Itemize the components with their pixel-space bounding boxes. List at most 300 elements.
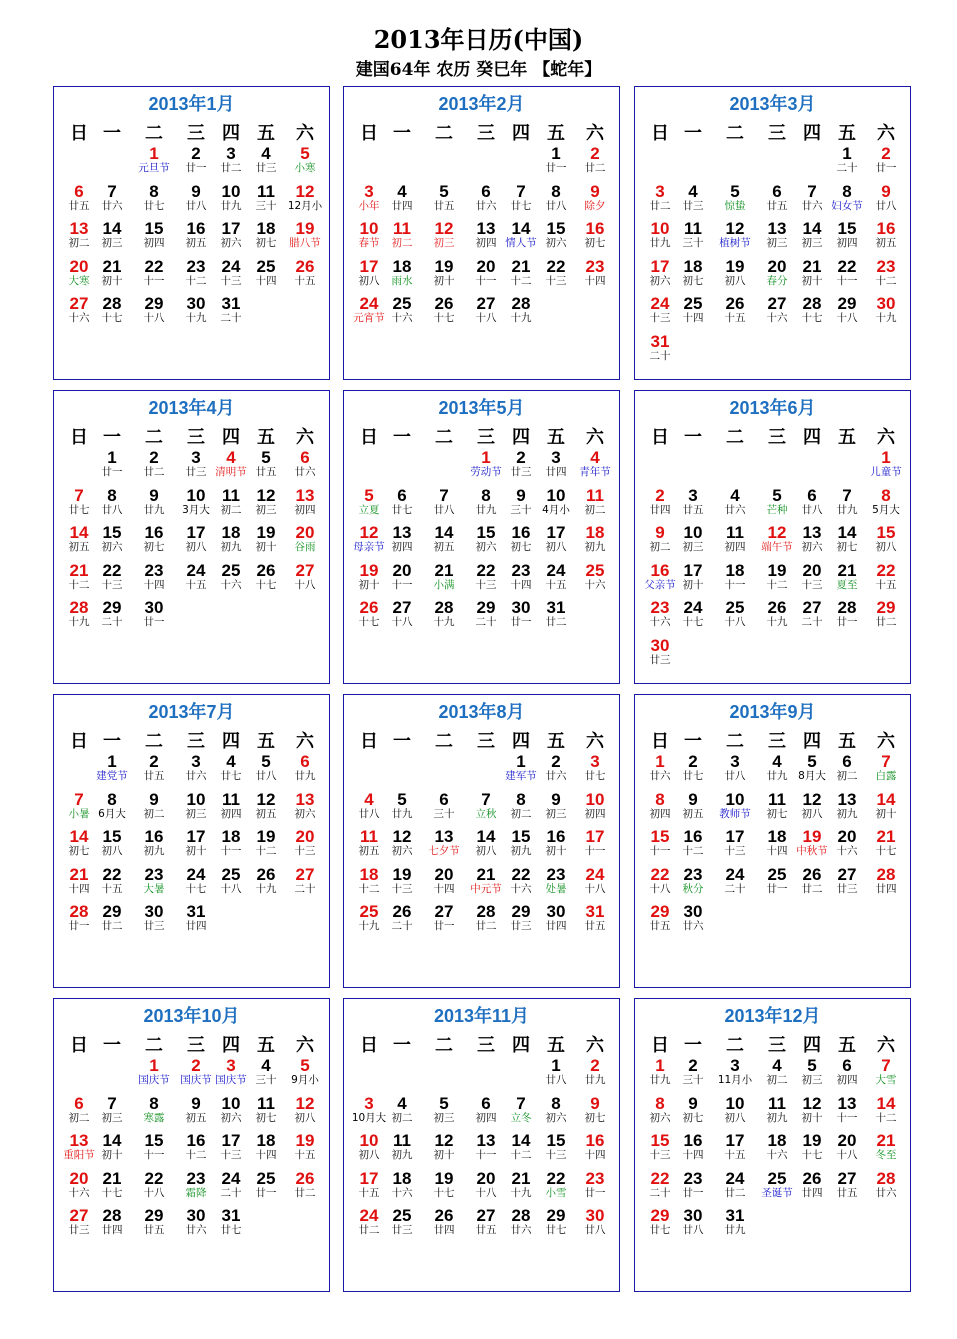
lunar-label: 十三	[475, 578, 497, 591]
lunar-label: 夏至	[836, 578, 858, 591]
lunar-label: 十六	[220, 578, 242, 591]
day-number: 13	[69, 1131, 89, 1150]
lunar-label: 十八	[475, 312, 497, 324]
lunar-label: 廿九	[649, 1074, 671, 1086]
day-number: 6	[481, 181, 491, 201]
weekday-header: 一	[103, 1035, 121, 1056]
lunar-label: 惊蛰	[724, 199, 746, 212]
lunar-label: 初七	[68, 845, 90, 857]
lunar-label: 二十	[391, 920, 413, 932]
lunar-label: 廿九	[584, 1074, 606, 1086]
day-number: 8	[842, 181, 852, 201]
day-number: 11	[222, 485, 240, 505]
lunar-label: 初六	[649, 1111, 671, 1124]
weekday-header: 一	[393, 731, 411, 752]
lunar-label: 初五	[682, 807, 704, 820]
day-number: 27	[802, 598, 822, 617]
lunar-label: 廿二	[294, 1186, 316, 1199]
day-number: 21	[876, 1131, 896, 1150]
lunar-label: 廿四	[649, 503, 671, 516]
lunar-label: 除夕	[584, 199, 606, 212]
lunar-label: 初二	[649, 541, 671, 553]
lunar-label: 初十	[185, 845, 207, 857]
day-number: 24	[359, 294, 379, 313]
lunar-label: 二十	[649, 349, 671, 362]
lunar-label: 大暑	[143, 882, 165, 895]
lunar-label: 初九	[510, 845, 532, 857]
day-number: 19	[767, 560, 787, 580]
lunar-label: 初七	[682, 274, 704, 287]
day-number: 22	[546, 1168, 566, 1188]
lunar-label: 廿七	[584, 770, 606, 782]
lunar-label: 初十	[545, 845, 567, 857]
lunar-label: 初十	[433, 274, 455, 287]
lunar-label: 十九	[255, 882, 277, 895]
day-number: 7	[842, 485, 852, 505]
lunar-label: 初三	[255, 503, 277, 516]
lunar-label: 初五	[68, 541, 90, 553]
day-number: 30	[585, 1206, 605, 1225]
day-number: 31	[186, 902, 206, 921]
lunar-label: 初十	[101, 274, 123, 287]
day-number: 11	[586, 485, 604, 505]
day-number: 15	[650, 1131, 670, 1150]
lunar-label: 青年节	[579, 466, 611, 478]
lunar-label: 廿六	[649, 770, 671, 782]
month-title: 2013年5月	[438, 398, 525, 418]
day-number: 23	[683, 1168, 703, 1188]
lunar-label: 霜降	[185, 1186, 207, 1199]
lunar-label: 十三	[294, 845, 316, 857]
day-number: 19	[725, 256, 745, 276]
day-number: 21	[876, 827, 896, 846]
day-number: 17	[725, 827, 745, 846]
lunar-label: 廿三	[391, 1224, 413, 1236]
day-number: 8	[551, 181, 561, 201]
day-number: 16	[650, 560, 670, 580]
lunar-label: 十二	[185, 1149, 207, 1161]
day-number: 27	[837, 1168, 857, 1188]
day-number: 20	[476, 1168, 496, 1188]
day-number: 19	[802, 827, 822, 846]
day-number: 10	[546, 485, 566, 505]
day-number: 20	[837, 827, 857, 846]
day-number: 23	[144, 864, 164, 884]
day-number: 28	[876, 864, 896, 884]
day-number: 5	[397, 789, 407, 809]
lunar-label: 廿一	[101, 466, 123, 478]
lunar-label: 廿二	[724, 1186, 746, 1199]
lunar-label: 廿五	[143, 1224, 165, 1236]
month-panel	[53, 998, 330, 1292]
day-number: 28	[837, 598, 857, 617]
month-panel	[53, 694, 330, 988]
lunar-label: 三十	[682, 237, 704, 249]
weekday-header: 一	[684, 427, 702, 448]
lunar-label: 廿八	[801, 503, 823, 516]
lunar-label: 廿六	[510, 1224, 532, 1236]
lunar-label: 十一	[724, 578, 746, 591]
lunar-label: 廿一	[143, 616, 165, 628]
lunar-label: 十一	[391, 578, 413, 591]
day-number: 15	[650, 827, 670, 846]
day-number: 3	[551, 448, 561, 467]
day-number: 7	[481, 789, 491, 809]
day-number: 1	[655, 752, 665, 771]
day-number: 13	[837, 1093, 857, 1113]
lunar-label: 十二	[875, 1111, 897, 1124]
weekday-header: 日	[70, 731, 88, 752]
day-number: 27	[69, 294, 89, 313]
day-number: 23	[585, 1168, 605, 1188]
weekday-header: 五	[257, 427, 275, 448]
lunar-label: 初八	[801, 807, 823, 820]
lunar-label: 十九	[510, 312, 532, 324]
lunar-label: 十三	[649, 312, 671, 324]
lunar-label: 妇女节	[831, 199, 863, 212]
lunar-label: 初二	[391, 237, 413, 249]
lunar-label: 初三	[185, 807, 207, 820]
day-number: 8	[107, 789, 117, 809]
day-number: 28	[69, 902, 89, 921]
lunar-label: 立秋	[475, 807, 497, 820]
day-number: 16	[683, 827, 703, 846]
day-number: 29	[102, 598, 122, 617]
lunar-label: 十六	[766, 1149, 788, 1161]
lunar-label: 二十	[801, 616, 823, 628]
day-number: 26	[802, 864, 822, 884]
day-number: 20	[69, 1168, 89, 1188]
day-number: 28	[476, 902, 496, 921]
lunar-label: 十六	[68, 1186, 90, 1199]
weekday-header: 二	[726, 731, 744, 752]
day-number: 25	[392, 294, 412, 313]
lunar-label: 十四	[584, 1149, 606, 1161]
lunar-label: 小雪	[545, 1186, 567, 1199]
lunar-label: 廿八	[545, 1074, 567, 1086]
lunar-label: 廿二	[143, 466, 165, 478]
lunar-label: 初五	[358, 845, 380, 857]
lunar-label: 十九	[185, 312, 207, 324]
day-number: 29	[511, 902, 531, 921]
lunar-label: 母亲节	[353, 541, 385, 553]
lunar-label: 廿八	[875, 199, 897, 212]
weekday-header: 五	[838, 731, 856, 752]
day-number: 26	[256, 560, 276, 580]
lunar-label: 初三	[545, 807, 567, 820]
lunar-label: 初二	[836, 770, 858, 782]
lunar-label: 廿二	[584, 162, 606, 174]
month-title: 2013年12月	[724, 1006, 821, 1026]
day-number: 11	[393, 219, 411, 238]
day-number: 6	[842, 752, 852, 771]
day-number: 9	[688, 789, 698, 809]
weekday-header: 六	[586, 123, 604, 144]
lunar-label: 廿八	[724, 770, 746, 782]
weekday-header: 五	[547, 731, 565, 752]
lunar-label: 初四	[475, 1111, 497, 1124]
lunar-label: 初八	[185, 541, 207, 553]
lunar-label: 初四	[836, 1074, 858, 1086]
lunar-label: 廿八	[255, 770, 277, 782]
lunar-label: 十四	[68, 882, 90, 895]
day-number: 1	[881, 448, 891, 467]
lunar-label: 春分	[766, 274, 788, 287]
lunar-label: 植树节	[719, 237, 751, 249]
day-number: 19	[392, 864, 412, 884]
day-number: 1	[149, 1056, 159, 1075]
day-number: 11	[768, 789, 786, 809]
day-number: 18	[221, 827, 241, 846]
day-number: 5	[730, 181, 740, 201]
lunar-label: 初六	[801, 541, 823, 553]
lunar-label: 初八	[101, 845, 123, 857]
weekday-header: 日	[360, 1035, 378, 1056]
month-title: 2013年2月	[438, 94, 525, 114]
day-number: 5	[807, 752, 817, 771]
lunar-label: 初三	[433, 237, 455, 249]
day-number: 3	[191, 752, 201, 771]
month-panel	[53, 86, 330, 380]
weekday-header: 一	[103, 427, 121, 448]
day-number: 23	[511, 560, 531, 580]
day-number: 1	[107, 752, 117, 771]
day-number: 21	[69, 864, 89, 884]
day-number: 10	[585, 789, 605, 809]
day-number: 14	[69, 523, 89, 542]
day-number: 6	[74, 1093, 84, 1113]
weekday-header: 四	[222, 731, 240, 752]
day-number: 20	[802, 560, 822, 580]
lunar-label: 廿六	[475, 199, 497, 212]
lunar-label: 初三	[101, 237, 123, 249]
lunar-label: 国庆节	[215, 1074, 247, 1086]
day-number: 29	[650, 1206, 670, 1225]
lunar-label: 廿八	[682, 1224, 704, 1236]
day-number: 5	[807, 1056, 817, 1075]
lunar-label: 初十	[358, 578, 380, 591]
day-number: 26	[392, 902, 412, 921]
lunar-label: 初六	[391, 845, 413, 857]
day-number: 9	[191, 1093, 201, 1113]
lunar-label: 初九	[836, 807, 858, 820]
lunar-label: 初八	[475, 845, 497, 857]
page-subtitle: 建国64年 农历 癸巳年 【蛇年】	[355, 60, 602, 80]
lunar-label: 初九	[584, 541, 606, 553]
lunar-label: 初四	[220, 807, 242, 820]
lunar-label: 6月大	[98, 807, 126, 820]
day-number: 9	[149, 789, 159, 809]
day-number: 25	[392, 1206, 412, 1225]
day-number: 7	[516, 1093, 526, 1113]
day-number: 7	[107, 1093, 117, 1113]
lunar-label: 廿一	[433, 920, 455, 932]
lunar-label: 十三	[220, 274, 242, 287]
weekday-header: 三	[477, 1035, 495, 1056]
day-number: 22	[102, 864, 122, 884]
weekday-header: 二	[145, 731, 163, 752]
lunar-label: 十二	[682, 845, 704, 857]
lunar-label: 十七	[255, 578, 277, 591]
day-number: 8	[149, 181, 159, 201]
day-number: 10	[650, 219, 670, 238]
day-number: 29	[837, 294, 857, 313]
weekday-header: 六	[296, 123, 314, 144]
lunar-label: 初四	[584, 807, 606, 820]
day-number: 11	[257, 181, 275, 201]
day-number: 14	[802, 219, 822, 238]
lunar-label: 十四	[255, 274, 277, 287]
weekday-header: 四	[512, 1035, 530, 1056]
lunar-label: 中秋节	[796, 845, 828, 857]
month-panel	[343, 998, 620, 1292]
weekday-header: 四	[512, 123, 530, 144]
day-number: 23	[546, 864, 566, 884]
lunar-label: 十八	[836, 1149, 858, 1161]
day-number: 15	[837, 219, 857, 238]
lunar-label: 廿八	[545, 199, 567, 212]
day-number: 4	[772, 1056, 782, 1075]
lunar-label: 十九	[766, 616, 788, 628]
weekday-header: 日	[651, 731, 669, 752]
day-number: 29	[650, 902, 670, 921]
lunar-label: 初六	[649, 274, 671, 287]
weekday-header: 四	[222, 1035, 240, 1056]
day-number: 22	[546, 256, 566, 276]
lunar-label: 初二	[766, 1074, 788, 1086]
day-number: 31	[650, 331, 670, 351]
day-number: 17	[546, 523, 566, 542]
lunar-label: 十五	[294, 1149, 316, 1161]
lunar-label: 谷雨	[294, 541, 316, 553]
lunar-label: 廿六	[724, 503, 746, 516]
lunar-label: 十三	[724, 845, 746, 857]
lunar-label: 廿三	[510, 466, 532, 478]
lunar-label: 初四	[294, 503, 316, 516]
day-number: 29	[144, 294, 164, 313]
day-number: 12	[767, 523, 787, 542]
lunar-label: 廿一	[836, 616, 858, 628]
weekday-header: 四	[803, 123, 821, 144]
day-number: 19	[256, 827, 276, 846]
day-number: 17	[221, 1131, 241, 1150]
day-number: 11	[768, 1093, 786, 1113]
lunar-label: 十八	[836, 312, 858, 324]
lunar-label: 廿二	[801, 882, 823, 895]
lunar-label: 建军节	[505, 770, 537, 782]
lunar-label: 春节	[358, 237, 380, 249]
day-number: 30	[186, 1206, 206, 1225]
lunar-label: 十三	[649, 1149, 671, 1161]
day-number: 26	[359, 598, 379, 617]
day-number: 31	[546, 598, 566, 617]
day-number: 24	[546, 560, 566, 580]
lunar-label: 廿七	[510, 199, 532, 212]
day-number: 22	[511, 864, 531, 884]
day-number: 13	[476, 1131, 496, 1150]
day-number: 29	[876, 598, 896, 617]
day-number: 16	[144, 827, 164, 846]
day-number: 27	[69, 1206, 89, 1225]
lunar-label: 二十	[101, 616, 123, 628]
lunar-label: 廿一	[584, 1186, 606, 1199]
day-number: 16	[683, 1131, 703, 1150]
day-number: 26	[256, 864, 276, 884]
day-number: 3	[191, 448, 201, 467]
day-number: 2	[688, 1056, 698, 1075]
lunar-label: 立冬	[510, 1111, 532, 1124]
weekday-header: 二	[726, 427, 744, 448]
day-number: 14	[876, 789, 896, 809]
day-number: 30	[683, 902, 703, 921]
day-number: 21	[802, 256, 822, 276]
day-number: 21	[511, 1168, 531, 1188]
day-number: 21	[102, 1168, 122, 1188]
lunar-label: 十二	[875, 274, 897, 287]
lunar-label: 十一	[649, 845, 671, 857]
weekday-header: 五	[257, 1035, 275, 1056]
lunar-label: 白露	[875, 770, 897, 782]
lunar-label: 廿四	[101, 1224, 123, 1236]
day-number: 2	[149, 752, 159, 771]
day-number: 18	[725, 560, 745, 580]
weekday-header: 五	[838, 123, 856, 144]
day-number: 9	[551, 789, 561, 809]
day-number: 1	[551, 144, 561, 163]
lunar-label: 十五	[724, 312, 746, 324]
day-number: 29	[476, 598, 496, 617]
lunar-label: 十八	[649, 882, 671, 895]
lunar-label: 初六	[294, 807, 316, 820]
lunar-label: 元旦节	[138, 162, 170, 174]
day-number: 10	[359, 219, 379, 238]
day-number: 1	[149, 144, 159, 163]
lunar-label: 初二	[220, 503, 242, 516]
weekday-header: 六	[586, 1035, 604, 1056]
day-number: 21	[476, 864, 496, 884]
day-number: 2	[688, 752, 698, 771]
day-number: 14	[434, 523, 454, 542]
day-number: 28	[876, 1168, 896, 1188]
lunar-label: 廿七	[68, 503, 90, 516]
weekday-header: 二	[726, 1035, 744, 1056]
day-number: 2	[590, 144, 600, 163]
day-number: 12	[295, 1093, 315, 1113]
weekday-header: 四	[803, 427, 821, 448]
lunar-label: 清明节	[215, 466, 247, 478]
lunar-label: 初四	[836, 237, 858, 249]
lunar-label: 十七	[101, 1186, 123, 1199]
lunar-label: 十七	[433, 312, 455, 324]
lunar-label: 十二	[68, 578, 90, 591]
lunar-label: 十六	[584, 578, 606, 591]
lunar-label: 立夏	[358, 503, 380, 516]
day-number: 30	[144, 902, 164, 921]
weekday-header: 一	[393, 427, 411, 448]
lunar-label: 初三	[682, 541, 704, 553]
weekday-header: 四	[512, 731, 530, 752]
lunar-label: 廿七	[220, 1224, 242, 1236]
weekday-header: 五	[257, 731, 275, 752]
lunar-label: 初七	[584, 1111, 606, 1124]
lunar-label: 国庆节	[138, 1074, 170, 1086]
lunar-label: 廿五	[836, 1186, 858, 1199]
day-number: 4	[397, 1093, 407, 1113]
day-number: 19	[802, 1131, 822, 1150]
day-number: 15	[102, 827, 122, 846]
day-number: 16	[876, 219, 896, 238]
lunar-label: 初五	[255, 807, 277, 820]
